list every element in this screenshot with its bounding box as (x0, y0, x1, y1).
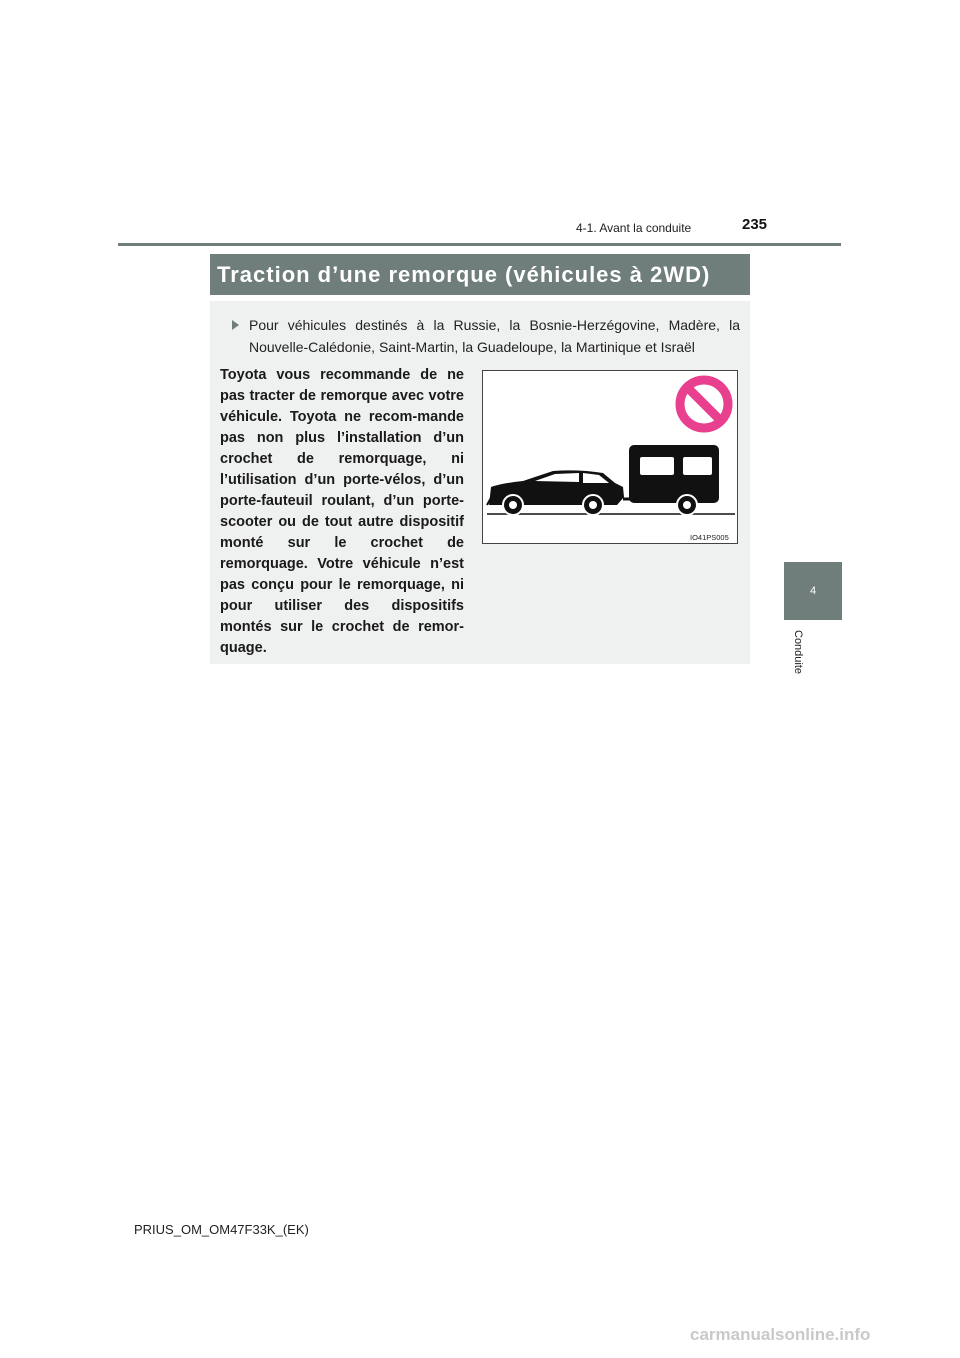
bullet-note (232, 314, 740, 358)
chapter-label: Conduite (792, 630, 804, 675)
section-title: Traction d’une remorque (véhicules à 2WD) (210, 254, 750, 295)
bullet-note-text: Pour véhicules destinés à la Russie, la Bosnie-Herzégovine, Madère, la Nouvelle-Calédonie, Saint-Martin, la Guadeloupe, la Martinique et Israël (249, 317, 740, 355)
triangle-bullet-icon (232, 320, 239, 330)
illustration-graphic (483, 371, 739, 545)
body-text: Toyota vous recommande de ne pas tracter de remorque avec votre véhicule. Toyota ne recom-mande pas non plus l’installation d’un crochet de remorquage, ni l’utilisation d’un porte-vélos, d’un porte-fauteuil roulant, d’un porte-scooter ou de tout autre dispositif monté sur le crochet de remorquage. Votre véhicule n’est pas conçu pour le remorquage, ni pour utiliser des dispositifs montés sur le crochet de remor-quage. (220, 367, 464, 656)
towing-illustration (482, 370, 738, 544)
watermark: carmanualsonline.info (690, 1325, 871, 1344)
image-code: IO41PS005 (690, 533, 729, 542)
car-silhouette-icon (487, 470, 624, 515)
prohibited-icon (680, 380, 728, 428)
header-section: 4-1. Avant la conduite (576, 221, 692, 235)
trailer-silhouette-icon (629, 445, 719, 515)
header-rule (118, 243, 841, 246)
footer-document-code: PRIUS_OM_OM47F33K_(EK) (134, 1222, 309, 1237)
chapter-tab: 4 (784, 562, 842, 620)
page-number: 235 (742, 216, 768, 233)
